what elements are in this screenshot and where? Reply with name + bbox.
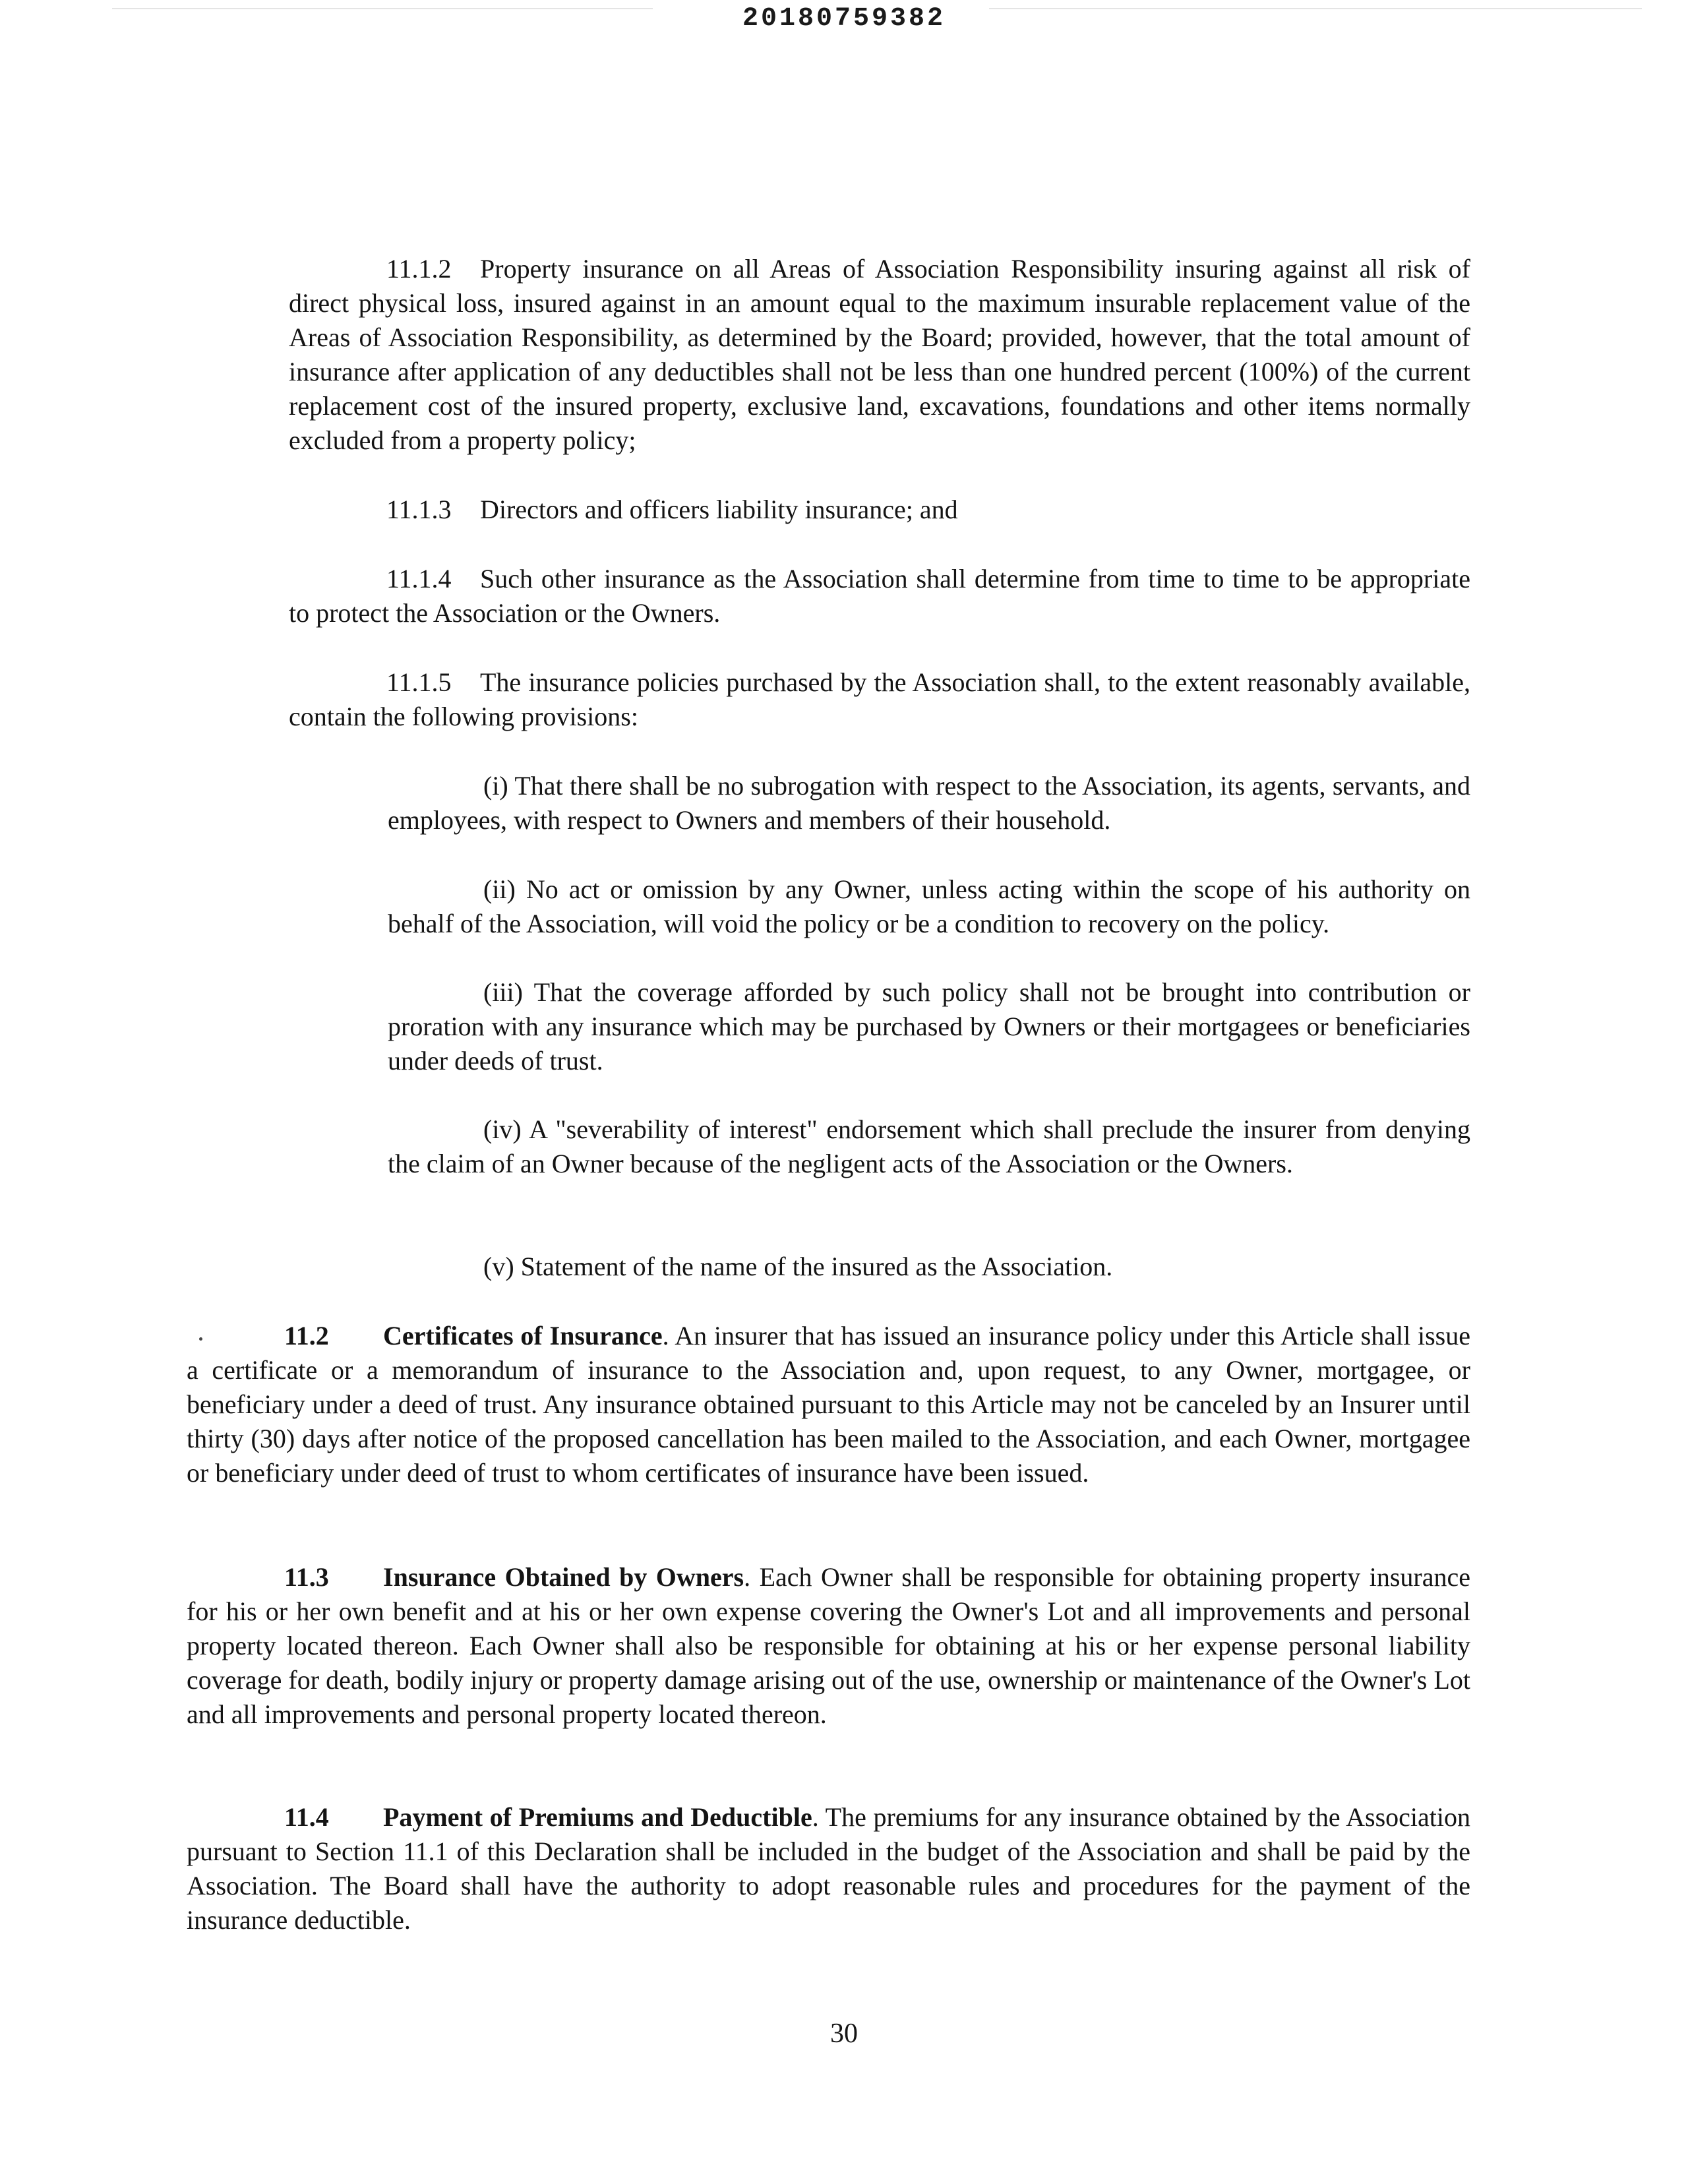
section-11-2 xyxy=(187,1319,1470,1490)
clause-i: (i) That there shall be no subrogation with respect to the Association, its agents, servants, and employees, with respect to Owners and members of their household. xyxy=(388,771,1470,835)
clause-iii: (iii) That the coverage afforded by such policy shall not be brought into contribution or proration with any insurance which may be purchased by Owners or their mortgagees or beneficiaries under deeds of trust. xyxy=(388,977,1470,1076)
recording-number: 20180759382 xyxy=(742,4,946,34)
provision-11-1-5 xyxy=(289,665,1470,734)
clause-ii: (ii) No act or omission by any Owner, unless acting within the scope of his authority on behalf of the Association, will void the policy or be a condition to recovery on the policy. xyxy=(388,874,1470,938)
section-11-3 xyxy=(187,1560,1470,1732)
section-title: Payment of Premiums and Deductible xyxy=(383,1802,812,1832)
provision-number: 11.1.5 xyxy=(386,667,452,697)
section-number: 11.4 xyxy=(284,1802,329,1832)
provision-11-1-4 xyxy=(289,562,1470,630)
provision-text: Such other insurance as the Association shall determine from time to time to be appropriate to protect the Association or the Owners. xyxy=(289,564,1470,628)
page-number: 30 xyxy=(830,2018,858,2049)
clause-v: (v) Statement of the name of the insured as the Association. xyxy=(483,1252,1113,1281)
clause-iv: (iv) A "severability of interest" endorsement which shall preclude the insurer from denying the claim of an Owner because of the negligent acts of the Association or the Owners. xyxy=(388,1114,1470,1178)
section-title: Insurance Obtained by Owners xyxy=(383,1562,744,1592)
provision-number: 11.1.2 xyxy=(386,254,452,284)
provision-number: 11.1.4 xyxy=(386,564,452,593)
section-number: 11.3 xyxy=(284,1562,329,1592)
section-text: . An insurer that has issued an insurance policy under this Article shall issue a certificate or a memorandum of insurance to the Association and, upon request, to any Owner, mortgagee, or beneficiary under a deed of trust. Any insurance obtained pursuant to this Article may not be canceled by an Insurer until thirty (30) days after notice of the proposed cancellation has been mailed to the Association, and each Owner, mortgagee or beneficiary under deed of trust to whom certificates of insurance have been issued. xyxy=(187,1321,1471,1488)
section-text: . The premiums for any insurance obtained by the Association pursuant to Section 11.1 of this Declaration shall be included in the budget of the Association and shall be paid by the Association. The Board shall have the authority to adopt reasonable rules and procedures for the payment of the insurance deductible. xyxy=(187,1802,1470,1935)
section-title: Certificates of Insurance xyxy=(383,1321,663,1350)
provision-11-1-3 xyxy=(289,493,1470,527)
section-11-4 xyxy=(187,1800,1470,1937)
provision-text: Directors and officers liability insurance; and xyxy=(480,495,958,524)
provision-number: 11.1.3 xyxy=(386,495,452,524)
section-text: . Each Owner shall be responsible for obtaining property insurance for his or her own benefit and at his or her own expense covering the Owner's Lot and all improvements and personal property located thereon. Each Owner shall also be responsible for obtaining at his or her expense personal liability coverage for death, bodily injury or property damage arising out of the use, ownership or maintenance of the Owner's Lot and all improvements and personal property located thereon. xyxy=(187,1562,1470,1729)
provision-11-1-2 xyxy=(289,252,1470,458)
provision-text: Property insurance on all Areas of Association Responsibility insuring against all risk of direct physical loss, insured against in an amount equal to the maximum insurable replacement value of the Areas of Association Responsibility, as determined by the Board; provided, however, that the total amount of insurance after application of any deductibles shall not be less than one hundred percent (100%) of the current replacement cost of the insured property, exclusive land, excavations, foundations and other items normally excluded from a property policy; xyxy=(289,254,1470,455)
provision-text: The insurance policies purchased by the Association shall, to the extent reasonably available, contain the following provisions: xyxy=(289,667,1470,731)
section-number: 11.2 xyxy=(284,1321,329,1350)
